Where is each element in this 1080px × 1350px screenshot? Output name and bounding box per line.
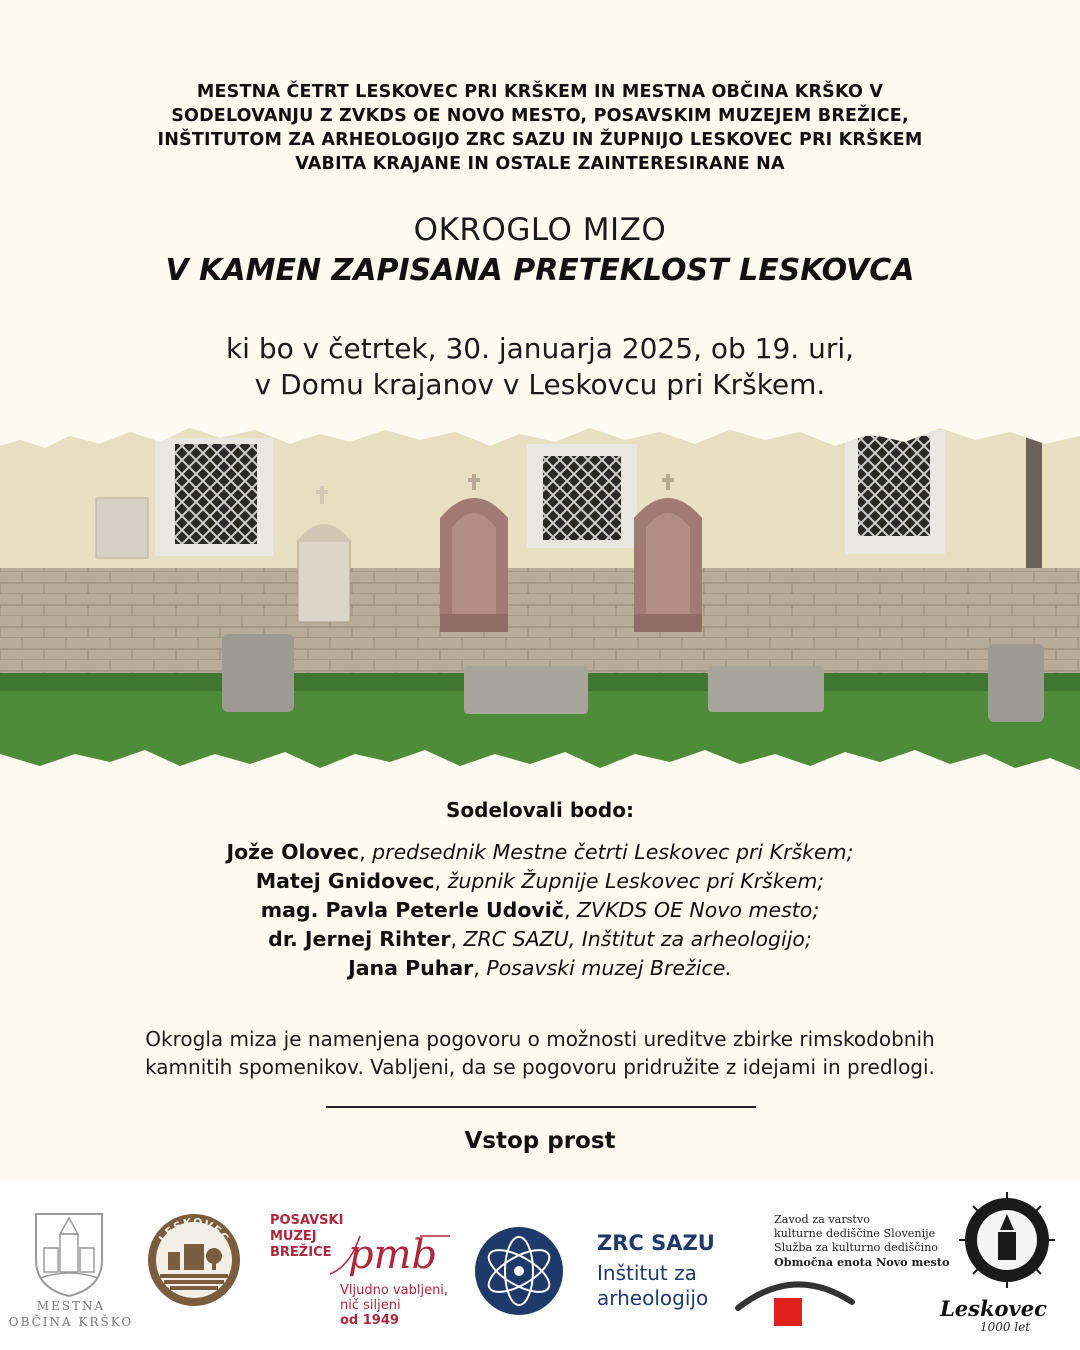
intro-line: VABITA KRAJANE IN OSTALE ZAINTERESIRANE NA (295, 154, 785, 174)
leskovec-years: 1000 let (980, 1320, 1031, 1334)
participant-name: Jana Puhar (348, 956, 474, 980)
event-title: V KAMEN ZAPISANA PRETEKLOST LESKOVCA (165, 253, 915, 288)
event-label: OKROGLO MIZO (413, 212, 667, 248)
leskovec-signature: Leskovec (940, 1296, 1047, 1321)
zrc-sazu-atom-icon (474, 1226, 564, 1316)
zvkds-mark-icon (734, 1268, 858, 1330)
participants-list (0, 838, 1080, 983)
window-right (845, 430, 945, 554)
intro-line: SODELOVANJU Z ZVKDS OE NOVO MESTO, POSAVSKIM MUZEJEM BREŽICE, (171, 106, 909, 126)
zrc-sub-line: Inštitut za (597, 1261, 697, 1285)
invitation-note (0, 1025, 1080, 1081)
zvkds-line: kulturne dediščine Slovenije (774, 1227, 936, 1240)
pmb-name-line: POSAVSKI (270, 1213, 344, 1228)
zrc-sub-line: arheologijo (597, 1286, 709, 1310)
pmb-mark-text: pmb (348, 1232, 438, 1278)
participant-item (0, 954, 1080, 983)
leskovec-badge-icon (146, 1212, 242, 1308)
participant-item (0, 867, 1080, 896)
leskovec-1000-emblem-icon (954, 1190, 1060, 1300)
pmb-motto-line: od 1949 (340, 1313, 399, 1328)
zvkds-line: Zavod za varstvo (774, 1213, 870, 1226)
pmb-motto (340, 1283, 448, 1328)
pmb-motto-line: nič siljeni (340, 1298, 401, 1313)
participant-name: Matej Gnidovec (255, 869, 435, 893)
pmb-name-line: BREŽICE (270, 1245, 332, 1260)
pmb-mark-icon (330, 1226, 454, 1282)
pmb-name-line: MUZEJ (270, 1229, 317, 1244)
leskovec-badge-label: LESKOVEC (156, 1215, 232, 1245)
participant-separator: , (434, 869, 448, 893)
participant-item (0, 838, 1080, 867)
krsko-line2: OBČINA KRŠKO (8, 1315, 134, 1329)
zrc-subtitle (597, 1261, 708, 1311)
event-place-line: v Domu krajanov v Leskovcu pri Krškem. (254, 368, 826, 401)
participant-separator: , (473, 956, 487, 980)
participants-heading: Sodelovali bodo: (446, 798, 634, 822)
intro-text (60, 80, 1020, 176)
event-date-line: ki bo v četrtek, 30. januarja 2025, ob 19. uri, (225, 332, 855, 365)
participant-name: mag. Pavla Peterle Udovič (260, 898, 564, 922)
pmb-motto-line: Vljudno vabljeni, (340, 1283, 449, 1298)
zrc-title: ZRC SAZU (597, 1231, 715, 1255)
church-wall-photo (0, 418, 1080, 778)
note-line: Okrogla miza je namenjena pogovoru o možnosti ureditve zbirke rimskodobnih (145, 1027, 935, 1051)
participant-name: Jože Olovec (226, 840, 360, 864)
participant-name: dr. Jernej Rihter (268, 927, 451, 951)
participant-separator: , (359, 840, 373, 864)
note-line: kamnitih spomenikov. Vabljeni, da se pogovoru pridružite z idejami in predlogi. (145, 1055, 935, 1079)
entry-free-label: Vstop prost (464, 1128, 616, 1154)
participant-item (0, 896, 1080, 925)
participant-role: župnik Župnije Leskovec pri Krškem; (447, 869, 825, 893)
participant-separator: , (563, 898, 577, 922)
zvkds-line: Območna enota Novo mesto (774, 1255, 950, 1269)
krsko-line1: MESTNA (36, 1299, 106, 1313)
zvkds-line: Služba za kulturno dediščino (774, 1241, 939, 1254)
event-when (0, 331, 1080, 403)
participant-role: ZVKDS OE Novo mesto; (577, 898, 820, 922)
participant-role: Posavski muzej Brežice. (486, 956, 732, 980)
window-left (155, 438, 273, 556)
participant-role: predsednik Mestne četrti Leskovec pri Krškem; (372, 840, 854, 864)
intro-line: INŠTITUTOM ZA ARHEOLOGIJO ZRC SAZU IN ŽUPNIJO LESKOVEC PRI KRŠKEM (157, 130, 923, 150)
krsko-logo-text (8, 1298, 134, 1330)
divider (326, 1106, 756, 1108)
intro-line: MESTNA ČETRT LESKOVEC PRI KRŠKEM IN MESTNA OBČINA KRŠKO V (196, 82, 884, 102)
participant-separator: , (450, 927, 464, 951)
window-middle (527, 444, 637, 548)
zvkds-text (774, 1213, 949, 1269)
participant-item (0, 925, 1080, 954)
krsko-coat-of-arms-icon (30, 1208, 108, 1298)
participant-role: ZRC SAZU, Inštitut za arheologijo; (463, 927, 812, 951)
